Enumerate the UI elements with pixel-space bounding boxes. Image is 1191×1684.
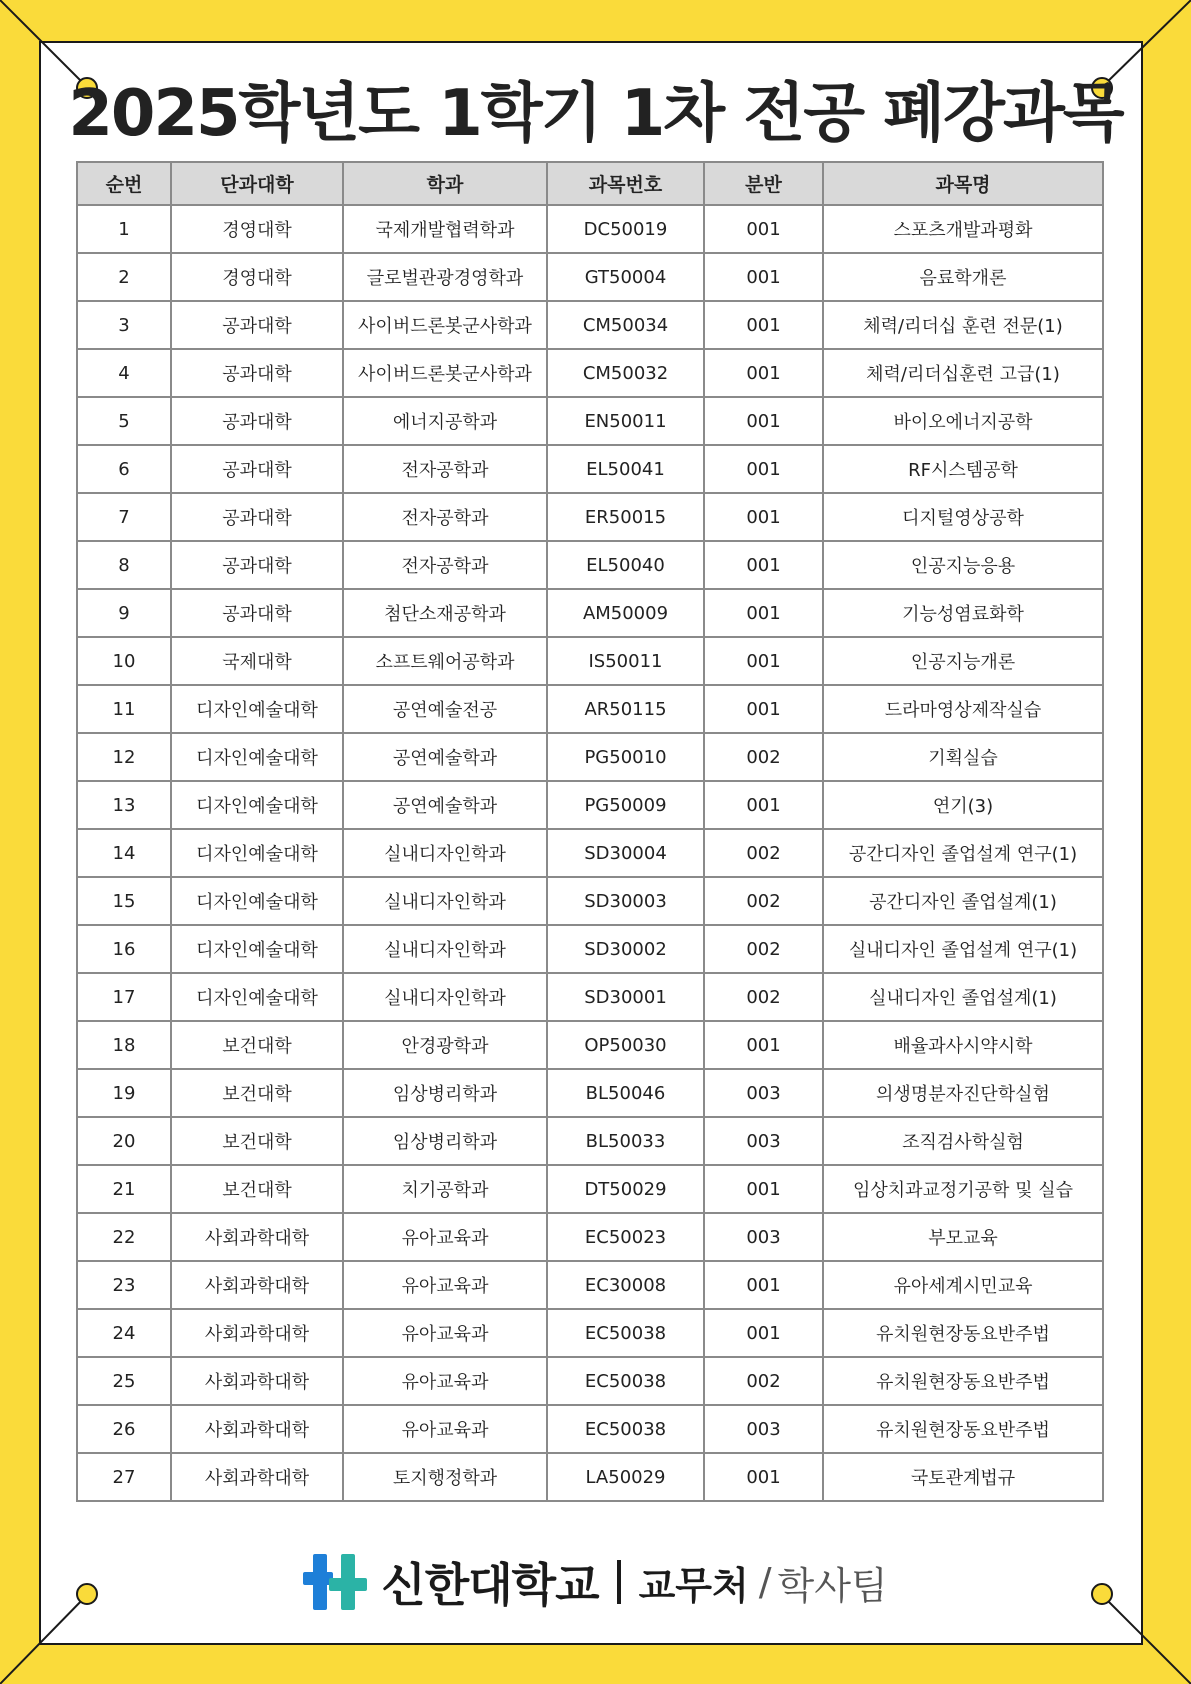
cell-course-code: BL50046 — [547, 1069, 704, 1117]
table-row — [77, 1357, 1103, 1405]
cell-section: 001 — [704, 589, 823, 637]
cell-college: 사회과학대학 — [171, 1357, 343, 1405]
cell-department: 사이버드론봇군사학과 — [343, 301, 547, 349]
table-row — [77, 541, 1103, 589]
cell-college: 공과대학 — [171, 397, 343, 445]
cell-section: 001 — [704, 781, 823, 829]
cell-section: 002 — [704, 925, 823, 973]
cell-college: 디자인예술대학 — [171, 781, 343, 829]
cell-department: 실내디자인학과 — [343, 877, 547, 925]
cell-course-code: SD30004 — [547, 829, 704, 877]
table-body — [77, 205, 1103, 1501]
table-row — [77, 1453, 1103, 1501]
cell-course-name: 조직검사학실험 — [823, 1117, 1103, 1165]
cell-no: 18 — [77, 1021, 171, 1069]
cell-college: 보건대학 — [171, 1165, 343, 1213]
cell-no: 27 — [77, 1453, 171, 1501]
cell-course-code: EN50011 — [547, 397, 704, 445]
university-logo-icon — [303, 1552, 367, 1612]
cell-course-name: 체력/리더십 훈련 전문(1) — [823, 301, 1103, 349]
cell-section: 002 — [704, 733, 823, 781]
cell-department: 전자공학과 — [343, 541, 547, 589]
cell-department: 유아교육과 — [343, 1405, 547, 1453]
cell-course-code: OP50030 — [547, 1021, 704, 1069]
cell-course-code: ER50015 — [547, 493, 704, 541]
cell-course-code: PG50009 — [547, 781, 704, 829]
closed-courses-table — [76, 161, 1104, 1502]
cell-course-code: PG50010 — [547, 733, 704, 781]
cell-college: 디자인예술대학 — [171, 925, 343, 973]
table-row — [77, 397, 1103, 445]
table-row — [77, 1309, 1103, 1357]
cell-no: 26 — [77, 1405, 171, 1453]
cell-course-name: 배율과사시약시학 — [823, 1021, 1103, 1069]
cell-section: 001 — [704, 1453, 823, 1501]
cell-course-code: EC50038 — [547, 1357, 704, 1405]
cell-department: 공연예술학과 — [343, 781, 547, 829]
cell-course-name: RF시스템공학 — [823, 445, 1103, 493]
cell-course-code: EC50038 — [547, 1309, 704, 1357]
cell-course-name: 공간디자인 졸업설계(1) — [823, 877, 1103, 925]
cell-course-name: 실내디자인 졸업설계(1) — [823, 973, 1103, 1021]
cell-college: 디자인예술대학 — [171, 973, 343, 1021]
cell-department: 소프트웨어공학과 — [343, 637, 547, 685]
cell-section: 002 — [704, 829, 823, 877]
cell-department: 유아교육과 — [343, 1309, 547, 1357]
cell-no: 4 — [77, 349, 171, 397]
cell-no: 10 — [77, 637, 171, 685]
table-row — [77, 589, 1103, 637]
cell-course-name: 국토관계법규 — [823, 1453, 1103, 1501]
cell-section: 001 — [704, 349, 823, 397]
cell-course-code: EL50040 — [547, 541, 704, 589]
cell-college: 사회과학대학 — [171, 1453, 343, 1501]
table-row — [77, 637, 1103, 685]
cell-no: 3 — [77, 301, 171, 349]
cell-college: 공과대학 — [171, 541, 343, 589]
cell-no: 24 — [77, 1309, 171, 1357]
cell-college: 공과대학 — [171, 349, 343, 397]
cell-no: 22 — [77, 1213, 171, 1261]
cell-course-name: 부모교육 — [823, 1213, 1103, 1261]
cell-course-code: EC50023 — [547, 1213, 704, 1261]
cell-section: 001 — [704, 205, 823, 253]
table-row — [77, 781, 1103, 829]
cell-department: 첨단소재공학과 — [343, 589, 547, 637]
col-header-department: 학과 — [343, 162, 547, 205]
cell-section: 001 — [704, 1165, 823, 1213]
table-row — [77, 253, 1103, 301]
cell-college: 국제대학 — [171, 637, 343, 685]
cell-course-code: CM50034 — [547, 301, 704, 349]
cell-no: 8 — [77, 541, 171, 589]
cell-course-name: 임상치과교정기공학 및 실습 — [823, 1165, 1103, 1213]
university-name: 신한대학교 — [381, 1558, 599, 1612]
cell-department: 공연예술학과 — [343, 733, 547, 781]
cell-college: 사회과학대학 — [171, 1213, 343, 1261]
cell-course-name: 음료학개론 — [823, 253, 1103, 301]
cell-department: 임상병리학과 — [343, 1117, 547, 1165]
cell-course-code: EL50041 — [547, 445, 704, 493]
cell-college: 보건대학 — [171, 1117, 343, 1165]
cell-course-name: 바이오에너지공학 — [823, 397, 1103, 445]
col-header-college: 단과대학 — [171, 162, 343, 205]
cell-course-code: SD30003 — [547, 877, 704, 925]
cell-course-code: DT50029 — [547, 1165, 704, 1213]
cell-department: 국제개발협력학과 — [343, 205, 547, 253]
cell-department: 실내디자인학과 — [343, 973, 547, 1021]
table-row — [77, 1021, 1103, 1069]
cell-course-name: 실내디자인 졸업설계 연구(1) — [823, 925, 1103, 973]
cell-department: 유아교육과 — [343, 1213, 547, 1261]
cell-college: 공과대학 — [171, 445, 343, 493]
cell-section: 001 — [704, 541, 823, 589]
table-row — [77, 205, 1103, 253]
col-header-course-code: 과목번호 — [547, 162, 704, 205]
cell-section: 001 — [704, 1021, 823, 1069]
cell-course-name: 의생명분자진단학실험 — [823, 1069, 1103, 1117]
cell-section: 002 — [704, 1357, 823, 1405]
cell-course-name: 드라마영상제작실습 — [823, 685, 1103, 733]
cell-department: 글로벌관광경영학과 — [343, 253, 547, 301]
office-name: 교무처 — [638, 1563, 749, 1608]
footer-divider — [617, 1560, 621, 1604]
cell-course-code: SD30001 — [547, 973, 704, 1021]
cell-course-code: GT50004 — [547, 253, 704, 301]
cell-course-code: IS50011 — [547, 637, 704, 685]
cell-section: 001 — [704, 637, 823, 685]
cell-no: 19 — [77, 1069, 171, 1117]
cell-college: 디자인예술대학 — [171, 877, 343, 925]
cell-section: 001 — [704, 493, 823, 541]
cell-course-name: 기획실습 — [823, 733, 1103, 781]
cell-course-name: 인공지능개론 — [823, 637, 1103, 685]
cell-no: 6 — [77, 445, 171, 493]
table-row — [77, 829, 1103, 877]
cell-no: 17 — [77, 973, 171, 1021]
cell-section: 002 — [704, 877, 823, 925]
cell-college: 디자인예술대학 — [171, 733, 343, 781]
page-title: 2025학년도 1학기 1차 전공 폐강과목 — [68, 77, 1123, 151]
table-header-row — [77, 162, 1103, 205]
cell-college: 공과대학 — [171, 589, 343, 637]
cell-course-code: BL50033 — [547, 1117, 704, 1165]
cell-section: 001 — [704, 445, 823, 493]
table-row — [77, 493, 1103, 541]
cell-no: 25 — [77, 1357, 171, 1405]
cell-course-name: 스포츠개발과평화 — [823, 205, 1103, 253]
table-row — [77, 1117, 1103, 1165]
cell-section: 003 — [704, 1069, 823, 1117]
cell-no: 14 — [77, 829, 171, 877]
table-row — [77, 973, 1103, 1021]
cell-no: 12 — [77, 733, 171, 781]
cell-no: 16 — [77, 925, 171, 973]
table-row — [77, 301, 1103, 349]
cell-course-name: 유치원현장동요반주법 — [823, 1357, 1103, 1405]
cell-no: 9 — [77, 589, 171, 637]
table-row — [77, 1165, 1103, 1213]
cell-section: 001 — [704, 1261, 823, 1309]
cell-college: 사회과학대학 — [171, 1405, 343, 1453]
cell-department: 안경광학과 — [343, 1021, 547, 1069]
cell-college: 공과대학 — [171, 301, 343, 349]
col-header-course-name: 과목명 — [823, 162, 1103, 205]
cell-course-code: EC50038 — [547, 1405, 704, 1453]
cell-course-code: AM50009 — [547, 589, 704, 637]
cell-department: 전자공학과 — [343, 445, 547, 493]
cell-no: 15 — [77, 877, 171, 925]
table-row — [77, 733, 1103, 781]
cell-college: 경영대학 — [171, 205, 343, 253]
cell-course-name: 연기(3) — [823, 781, 1103, 829]
cell-section: 001 — [704, 397, 823, 445]
cell-no: 5 — [77, 397, 171, 445]
cell-section: 001 — [704, 253, 823, 301]
cell-course-code: AR50115 — [547, 685, 704, 733]
cell-no: 1 — [77, 205, 171, 253]
table-row — [77, 349, 1103, 397]
cell-course-name: 체력/리더십훈련 고급(1) — [823, 349, 1103, 397]
cell-section: 002 — [704, 973, 823, 1021]
cell-department: 사이버드론봇군사학과 — [343, 349, 547, 397]
cell-section: 003 — [704, 1213, 823, 1261]
table-row — [77, 1213, 1103, 1261]
cell-course-code: EC30008 — [547, 1261, 704, 1309]
cell-no: 20 — [77, 1117, 171, 1165]
cell-no: 11 — [77, 685, 171, 733]
cell-no: 2 — [77, 253, 171, 301]
cell-course-name: 인공지능응용 — [823, 541, 1103, 589]
cell-no: 21 — [77, 1165, 171, 1213]
cell-college: 디자인예술대학 — [171, 685, 343, 733]
cell-department: 유아교육과 — [343, 1357, 547, 1405]
cell-section: 003 — [704, 1405, 823, 1453]
cell-course-name: 공간디자인 졸업설계 연구(1) — [823, 829, 1103, 877]
cell-section: 001 — [704, 1309, 823, 1357]
col-header-section: 분반 — [704, 162, 823, 205]
cell-course-name: 유아세계시민교육 — [823, 1261, 1103, 1309]
cell-course-name: 유치원현장동요반주법 — [823, 1309, 1103, 1357]
cell-course-code: SD30002 — [547, 925, 704, 973]
table-row — [77, 925, 1103, 973]
cell-college: 보건대학 — [171, 1021, 343, 1069]
cell-course-code: CM50032 — [547, 349, 704, 397]
cell-no: 7 — [77, 493, 171, 541]
table-row — [77, 1069, 1103, 1117]
cell-course-code: DC50019 — [547, 205, 704, 253]
cell-department: 전자공학과 — [343, 493, 547, 541]
cell-department: 토지행정학과 — [343, 1453, 547, 1501]
cell-department: 공연예술전공 — [343, 685, 547, 733]
team-name: 학사팀 — [777, 1563, 888, 1608]
cell-department: 임상병리학과 — [343, 1069, 547, 1117]
table-row — [77, 685, 1103, 733]
cell-department: 에너지공학과 — [343, 397, 547, 445]
cell-section: 003 — [704, 1117, 823, 1165]
footer-separator: / — [758, 1560, 772, 1604]
cell-no: 23 — [77, 1261, 171, 1309]
cell-college: 사회과학대학 — [171, 1309, 343, 1357]
footer-brand — [0, 1550, 1191, 1614]
table-row — [77, 1405, 1103, 1453]
cell-college: 디자인예술대학 — [171, 829, 343, 877]
cell-college: 경영대학 — [171, 253, 343, 301]
cell-course-code: LA50029 — [547, 1453, 704, 1501]
cell-section: 001 — [704, 685, 823, 733]
cell-college: 보건대학 — [171, 1069, 343, 1117]
cell-college: 공과대학 — [171, 493, 343, 541]
cell-department: 실내디자인학과 — [343, 925, 547, 973]
cell-department: 치기공학과 — [343, 1165, 547, 1213]
cell-course-name: 디지털영상공학 — [823, 493, 1103, 541]
table-row — [77, 445, 1103, 493]
cell-department: 유아교육과 — [343, 1261, 547, 1309]
table-row — [77, 1261, 1103, 1309]
cell-college: 사회과학대학 — [171, 1261, 343, 1309]
col-header-no: 순번 — [77, 162, 171, 205]
table-row — [77, 877, 1103, 925]
cell-department: 실내디자인학과 — [343, 829, 547, 877]
cell-course-name: 기능성염료화학 — [823, 589, 1103, 637]
cell-section: 001 — [704, 301, 823, 349]
cell-no: 13 — [77, 781, 171, 829]
cell-course-name: 유치원현장동요반주법 — [823, 1405, 1103, 1453]
